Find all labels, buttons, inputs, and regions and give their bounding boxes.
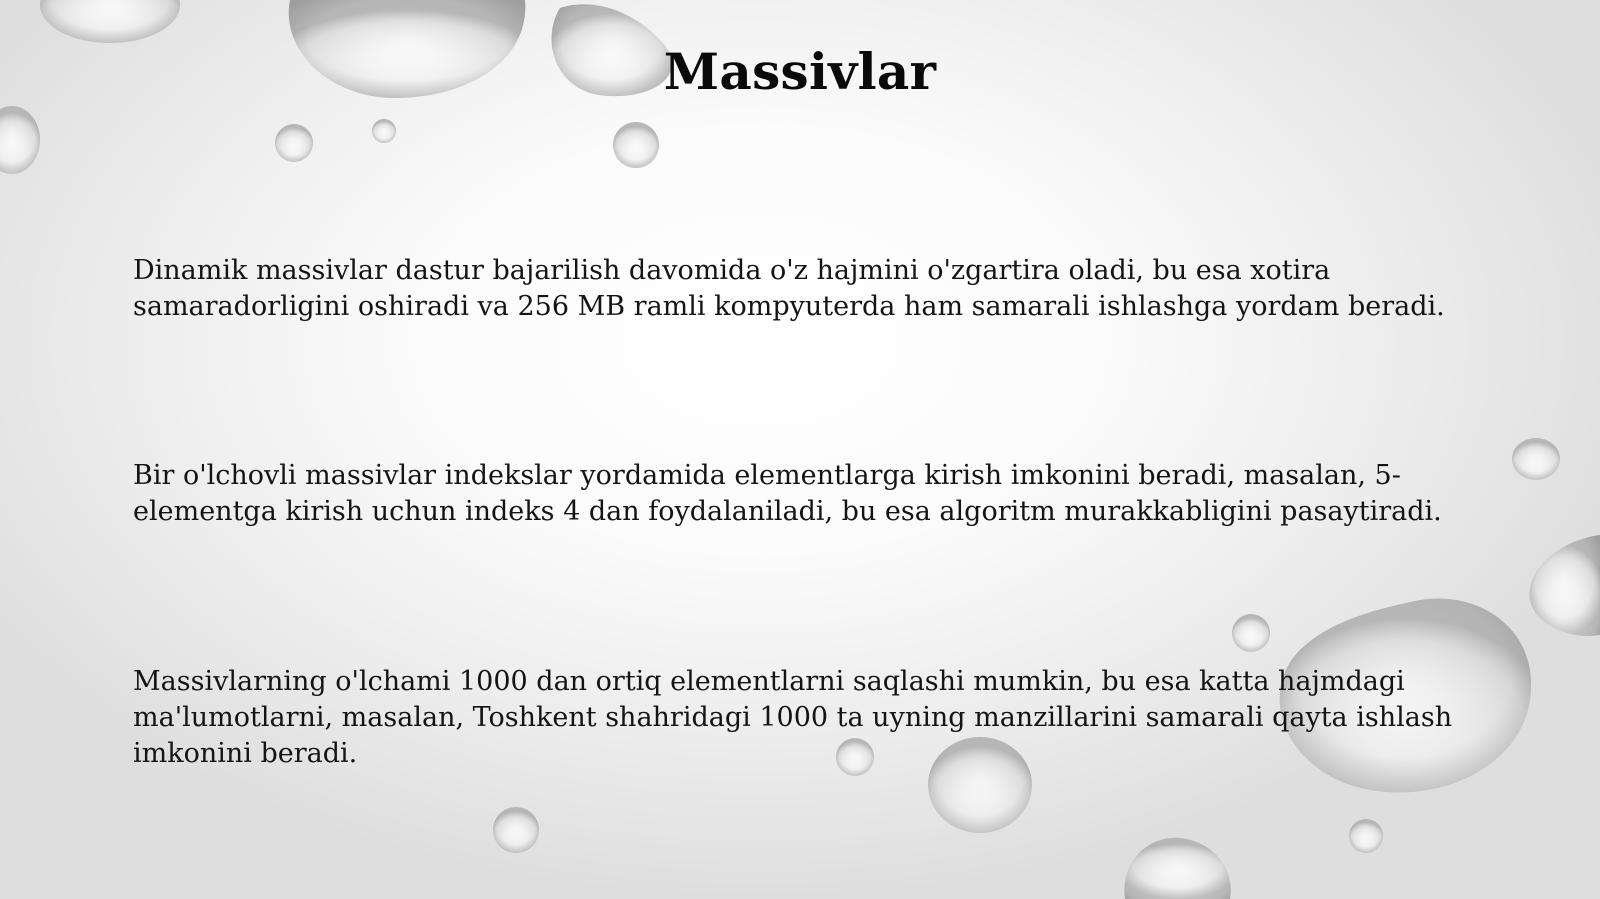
droplet	[0, 106, 40, 174]
droplet	[1124, 838, 1230, 899]
droplet	[275, 124, 313, 162]
droplet	[1530, 535, 1600, 636]
droplet	[40, 0, 180, 43]
paragraph-one-dimensional-arrays: Bir o'lchovli massivlar indekslar yordamida elementlarga kirish imkonini beradi, masalan, 5-elementga kirish uchun indeks 4 dan foydalaniladi, bu esa algoritm murakkabligini pasaytiradi.	[133, 460, 1442, 527]
paragraph-array-size: Massivlarning o'lchami 1000 dan ortiq elementlarni saqlashi mumkin, bu esa katta hajmdagi ma'lumotlarni, masalan, Toshkent shahridagi 1000 ta uyning manzillarini samarali qayta ishlash imkonini beradi.	[133, 666, 1453, 769]
paragraph-dynamic-arrays: Dinamik massivlar dastur bajarilish davomida o'z hajmini o'zgartira oladi, bu esa xotira samaradorligini oshiradi va 256 MB ramli kompyuterda ham samarali ishlashga yordam beradi.	[133, 255, 1445, 322]
droplet	[1349, 819, 1383, 853]
droplet	[493, 807, 539, 853]
droplet	[1232, 614, 1270, 652]
droplet	[613, 122, 659, 168]
droplet	[372, 119, 396, 143]
slide-title: Massivlar	[663, 42, 937, 101]
